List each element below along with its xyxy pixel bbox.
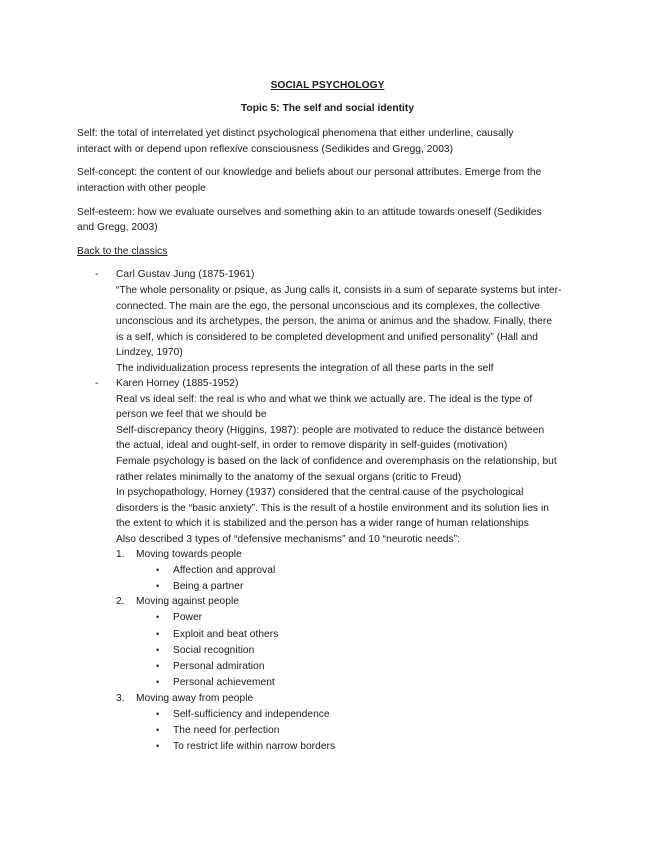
definition-self-esteem-line2: and Gregg, 2003) [77, 222, 158, 233]
definition-self-line1: Self: the total of interrelated yet distinct psychological phenomena that either underline, causally [77, 128, 514, 139]
need-item: To restrict life within narrow borders [173, 741, 336, 752]
horney-line: Real vs ideal self: the real is who and what we think we actually are. The ideal is the type of [116, 394, 533, 405]
bullet-marker: • [156, 565, 160, 575]
bullet-marker: • [156, 645, 160, 655]
bullet-marker: • [156, 629, 160, 639]
section-heading: Back to the classics [77, 246, 168, 257]
bullet-marker: • [156, 725, 160, 735]
horney-line: Female psychology is based on the lack of confidence and overemphasis on the relationship, but [116, 456, 557, 467]
horney-line: rather relates minimally to the anatomy of the sexual organs (critic to Freud) [116, 472, 462, 483]
horney-line: Self-discrepancy theory (Higgins, 1987): people are motivated to reduce the distance between [116, 425, 545, 436]
need-item: Power [173, 612, 203, 623]
bullet-marker: • [156, 661, 160, 671]
jung-line: Lindzey, 1970) [116, 347, 183, 358]
need-item: Being a partner [173, 581, 244, 592]
jung-heading: Carl Gustav Jung (1875-1961) [116, 269, 255, 280]
need-item: Exploit and beat others [173, 629, 279, 640]
jung-line: “The whole personality or psique, as Jung calls it, consists in a sum of separate systems but inter- [116, 285, 562, 296]
list-number: 2. [116, 596, 125, 607]
definition-self-esteem-line1: Self-esteem: how we evaluate ourselves and something akin to an attitude towards oneself (Sedikides [77, 207, 542, 218]
need-item: Personal admiration [173, 661, 265, 672]
mechanism-label: Moving against people [136, 596, 239, 607]
need-item: Personal achievement [173, 677, 275, 688]
horney-line: In psychopathology, Horney (1937) considered that the central cause of the psychological [116, 487, 524, 498]
horney-line: Also described 3 types of “defensive mechanisms” and 10 “neurotic needs”: [116, 534, 460, 545]
horney-line: the extent to which it is stabilized and the person has a wider range of human relationships [116, 518, 529, 529]
list-number: 3. [116, 693, 125, 704]
definition-self-concept-line1: Self-concept: the content of our knowledge and beliefs about our personal attributes. Emerge from the [77, 167, 542, 178]
definition-self-concept-line2: interaction with other people [77, 183, 206, 194]
mechanism-label: Moving away from people [136, 693, 254, 704]
horney-line: person we feel that we should be [116, 409, 267, 420]
jung-line: connected. The main are the ego, the personal unconscious and its complexes, the collective [116, 301, 540, 312]
need-item: Affection and approval [173, 565, 276, 576]
jung-line: is a self, which is considered to be completed development and unified personality” (Hall and [116, 332, 539, 343]
topic-heading: Topic 5: The self and social identity [240, 103, 415, 114]
dash-marker: - [95, 378, 99, 389]
list-number: 1. [116, 549, 125, 560]
bullet-marker: • [156, 677, 160, 687]
bullet-marker: • [156, 709, 160, 719]
definition-self-line2: interact with or depend upon reflexive consciousness (Sedikides and Gregg, 2003) [77, 144, 454, 155]
need-item: Social recognition [173, 645, 255, 656]
need-item: The need for perfection [173, 725, 280, 736]
bullet-marker: • [156, 581, 160, 591]
dash-marker: - [95, 269, 99, 280]
horney-line: the actual, ideal and ought-self, in order to remove disparity in self-guides (motivation) [116, 440, 508, 451]
mechanism-label: Moving towards people [136, 549, 242, 560]
bullet-marker: • [156, 741, 160, 751]
horney-line: disorders is the “basic anxiety”. This is the result of a hostile environment and its solution lies in [116, 503, 549, 514]
bullet-marker: • [156, 612, 160, 622]
jung-line: unconscious and its archetypes, the person, the anima or animus and the shadow. Finally, there [116, 316, 553, 327]
document-title: SOCIAL PSYCHOLOGY [270, 80, 385, 91]
horney-heading: Karen Horney (1885-1952) [116, 378, 239, 389]
need-item: Self-sufficiency and independence [173, 709, 330, 720]
jung-line: The individualization process represents the integration of all these parts in the self [116, 363, 494, 374]
